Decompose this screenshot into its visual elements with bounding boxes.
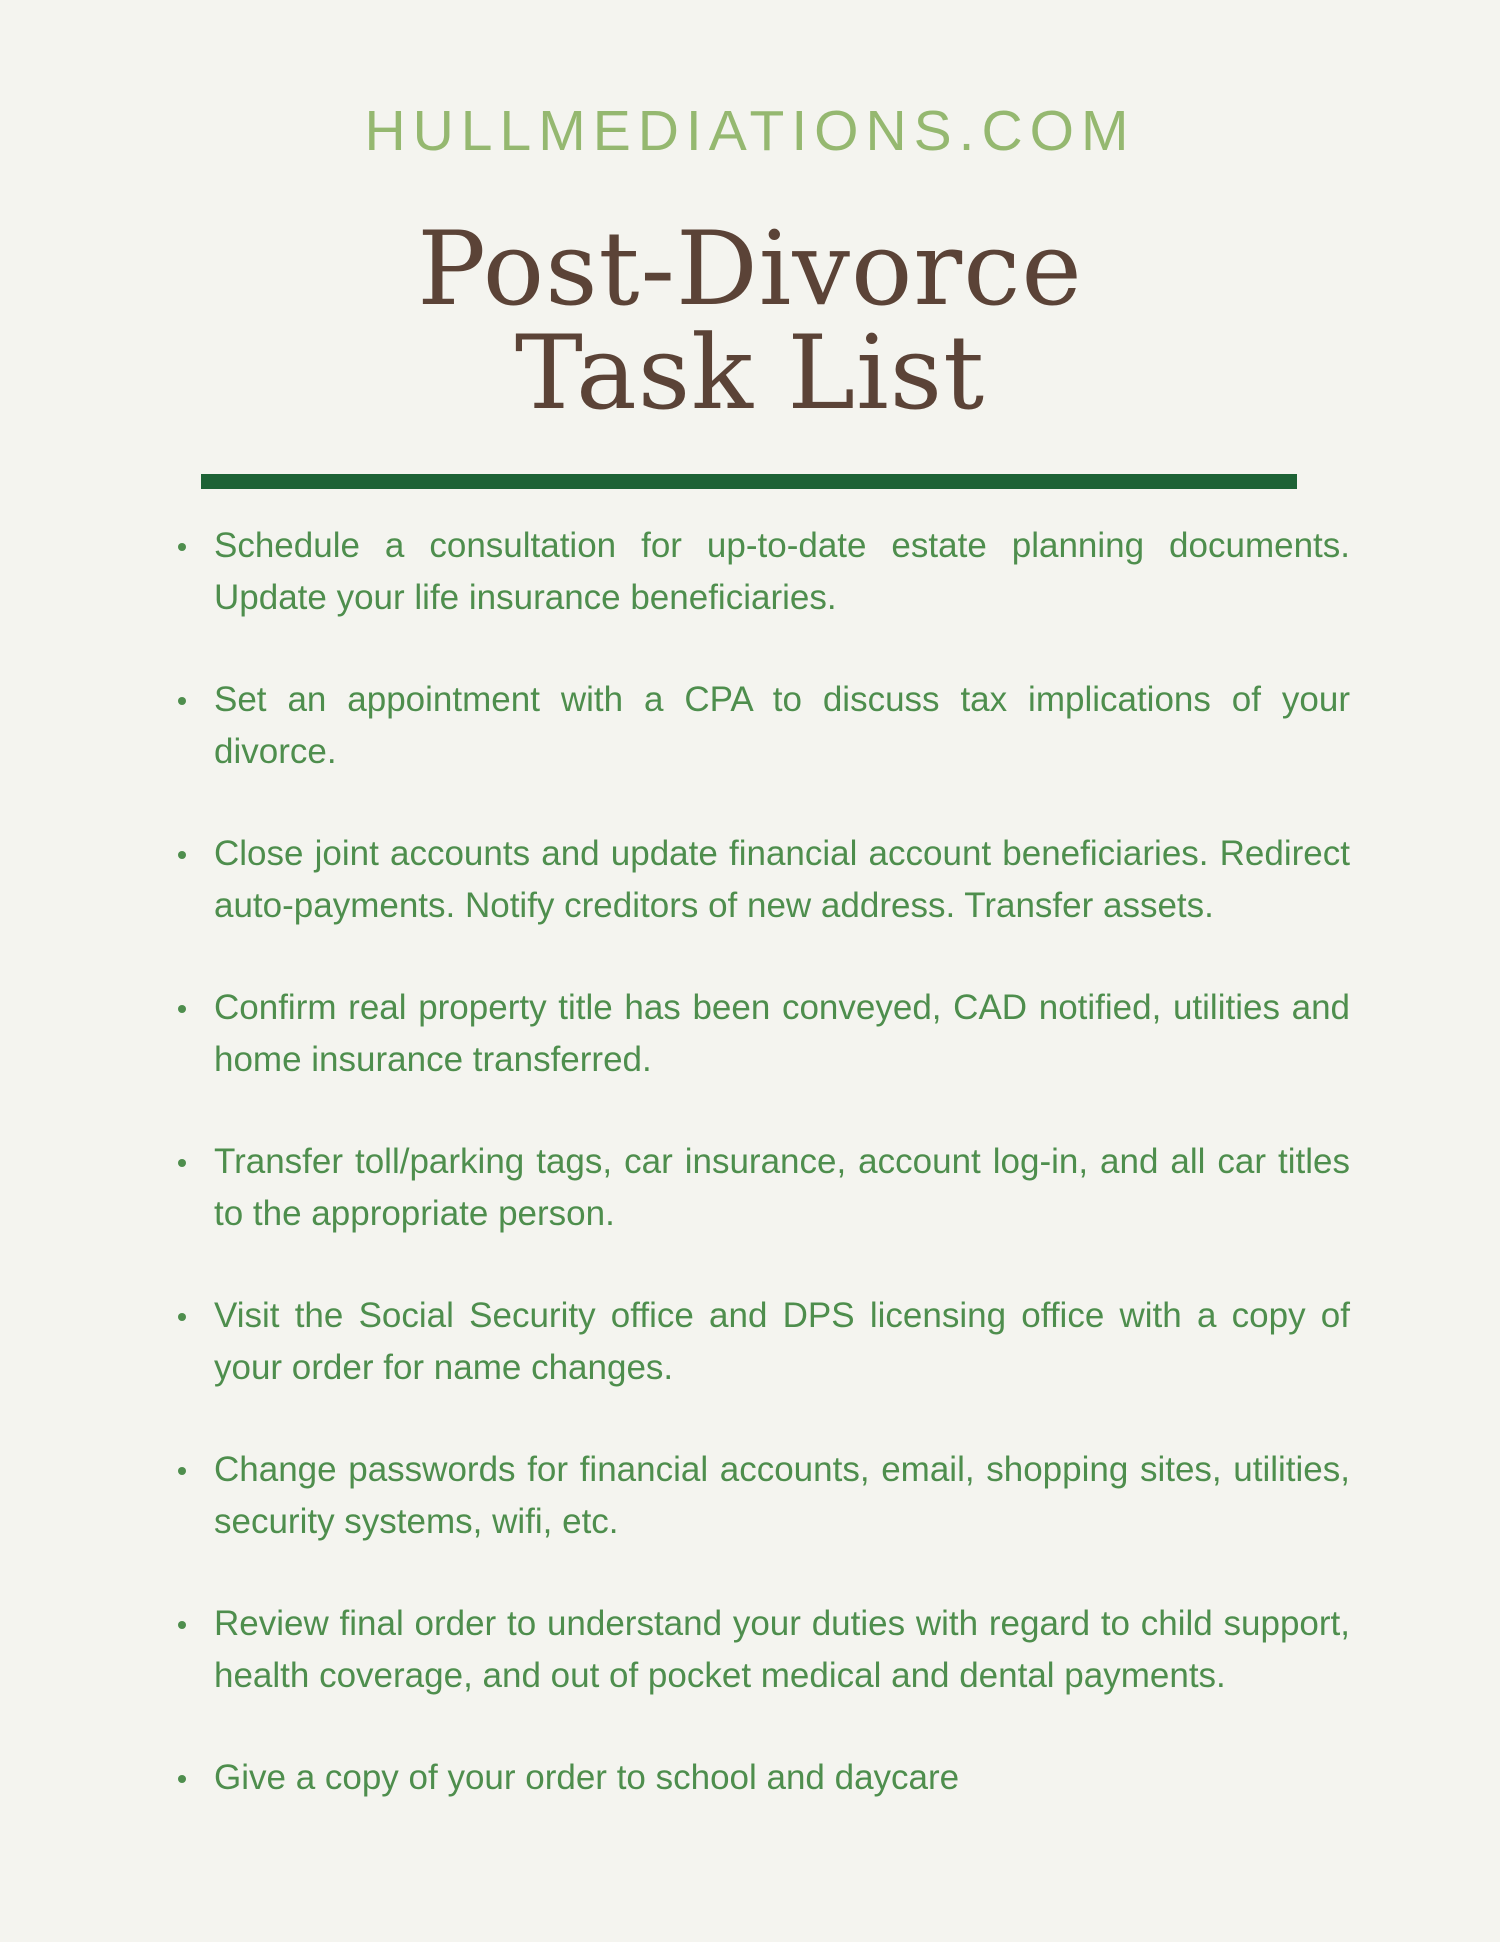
task-item-passwords: Change passwords for financial accounts, email, shopping sites, utilities, security systems, wifi, etc. (178, 1444, 1350, 1548)
task-item-final-order: Review final order to understand your duties with regard to child support, health coverage, and out of pocket medical and dental payments. (178, 1598, 1350, 1702)
task-item-name-change: Visit the Social Security office and DPS licensing office with a copy of your order for name changes. (178, 1290, 1350, 1394)
task-item-real-property: Confirm real property title has been conveyed, CAD notified, utilities and home insurance transferred. (178, 982, 1350, 1086)
page-title (0, 210, 1500, 433)
task-item-school-daycare: Give a copy of your order to school and daycare (178, 1752, 1350, 1804)
task-item-cpa: Set an appointment with a CPA to discuss tax implications of your divorce. (178, 674, 1350, 778)
task-item-accounts: Close joint accounts and update financial account beneficiaries. Redirect auto-payments. Notify creditors of new address. Transfer assets. (178, 828, 1350, 932)
task-item-vehicles: Transfer toll/parking tags, car insurance, account log-in, and all car titles to the appropriate person. (178, 1136, 1350, 1240)
website-name: HULLMEDIATIONS.COM (364, 99, 1136, 163)
page-title-line-1: Post-Divorce (417, 210, 1083, 329)
page-title-line-2: Task List (514, 314, 986, 433)
task-list (178, 520, 1350, 1854)
task-item-estate-planning: Schedule a consultation for up-to-date estate planning documents. Update your life insurance beneficiaries. (178, 520, 1350, 624)
title-divider (201, 474, 1297, 489)
